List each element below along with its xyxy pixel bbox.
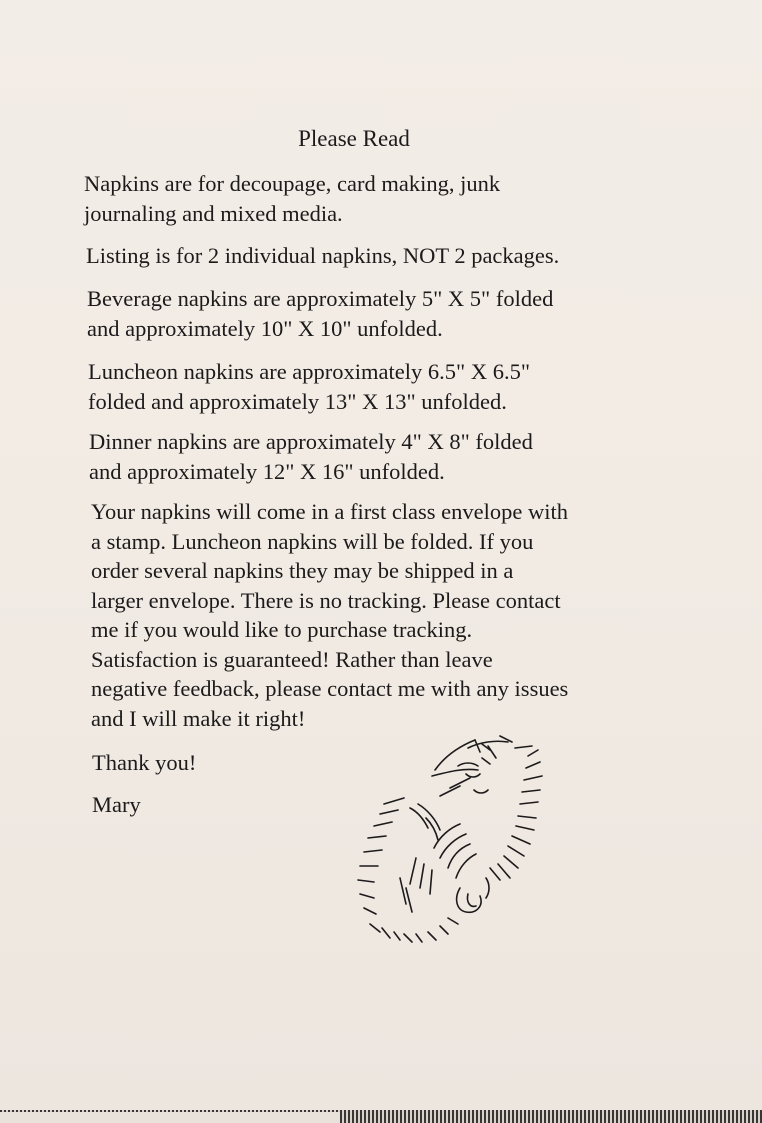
cat-sketch-icon xyxy=(340,728,570,948)
paragraph-dinner-size: Dinner napkins are approximately 4" X 8" folded and approximately 12" X 16" unfolded. xyxy=(89,429,533,484)
paragraph-listing: Listing is for 2 individual napkins, NOT 2 packages. xyxy=(86,243,560,268)
closing-thanks: Thank you! xyxy=(92,750,197,775)
paragraph-usage: Napkins are for decoupage, card making, junk journaling and mixed media. xyxy=(84,171,501,226)
paragraph-luncheon-size: Luncheon napkins are approximately 6.5" X 6.5" folded and approximately 13" X 13" unfolded. xyxy=(88,359,531,414)
notice-title: Please Read xyxy=(298,126,410,151)
signature: Mary xyxy=(92,792,141,817)
paragraph-shipping: Your napkins will come in a first class envelope with a stamp. Luncheon napkins will be folded. If you order several napkins they may be shipped in a larger envelope. There is no tracking. Please contact me if you would like to purchase tracking. Satisfaction is guaranteed! Rather than leave negative feedback, please contact me with any issues and I will make it right! xyxy=(91,499,569,731)
paragraph-beverage-size: Beverage napkins are approximately 5" X 5" folded and approximately 10" X 10" unfolded. xyxy=(87,286,554,341)
tabletop-edge xyxy=(0,1112,340,1123)
